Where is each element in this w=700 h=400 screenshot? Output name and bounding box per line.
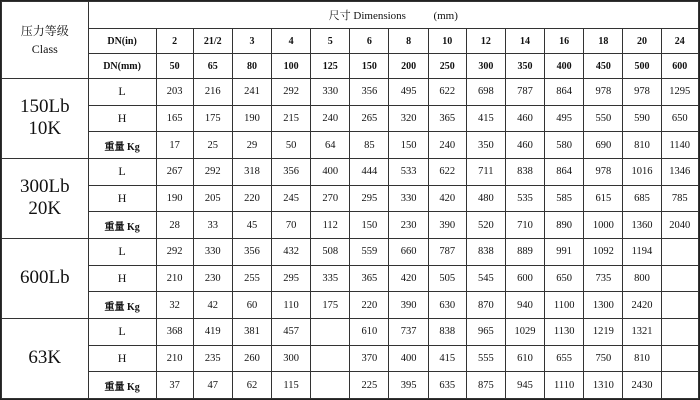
value-cell: 220 bbox=[232, 185, 271, 212]
value-cell: 889 bbox=[505, 238, 544, 265]
value-cell: 50 bbox=[272, 132, 311, 159]
pressure-class-label: 63K bbox=[28, 347, 62, 369]
dn-mm-cell: 250 bbox=[428, 54, 466, 79]
param-label-weight: 重量 Kg bbox=[88, 212, 156, 239]
value-cell: 508 bbox=[311, 238, 350, 265]
value-cell: 300 bbox=[272, 345, 311, 372]
value-cell: 838 bbox=[466, 238, 505, 265]
value-cell: 505 bbox=[428, 265, 466, 292]
value-cell: 230 bbox=[389, 212, 428, 239]
value-cell: 655 bbox=[545, 345, 584, 372]
dn-mm-cell: 200 bbox=[389, 54, 428, 79]
value-cell: 457 bbox=[272, 318, 311, 345]
dn-mm-cell: 80 bbox=[232, 54, 271, 79]
value-cell: 622 bbox=[428, 79, 466, 106]
value-cell: 64 bbox=[311, 132, 350, 159]
pressure-class-label: 600Lb bbox=[19, 267, 70, 289]
value-cell: 1321 bbox=[623, 318, 661, 345]
value-cell: 356 bbox=[272, 158, 311, 185]
value-cell: 978 bbox=[623, 79, 661, 106]
value-cell: 255 bbox=[232, 265, 271, 292]
value-cell: 520 bbox=[466, 212, 505, 239]
value-cell: 370 bbox=[350, 345, 389, 372]
dn-in-cell: 6 bbox=[350, 29, 389, 54]
value-cell: 1029 bbox=[505, 318, 544, 345]
value-cell: 368 bbox=[156, 318, 193, 345]
value-cell: 940 bbox=[505, 292, 544, 319]
value-cell: 320 bbox=[389, 105, 428, 132]
value-cell: 415 bbox=[428, 345, 466, 372]
value-cell: 330 bbox=[193, 238, 232, 265]
value-cell: 292 bbox=[193, 158, 232, 185]
value-cell: 533 bbox=[389, 158, 428, 185]
dimensions-table bbox=[1, 1, 699, 399]
dn-mm-row bbox=[2, 54, 699, 79]
value-cell: 590 bbox=[623, 105, 661, 132]
value-cell: 460 bbox=[505, 105, 544, 132]
value-cell: 60 bbox=[232, 292, 271, 319]
value-cell: 356 bbox=[232, 238, 271, 265]
value-cell: 292 bbox=[272, 79, 311, 106]
value-cell: 1100 bbox=[545, 292, 584, 319]
dn-in-cell: 16 bbox=[545, 29, 584, 54]
value-cell: 978 bbox=[584, 79, 623, 106]
table-row bbox=[2, 345, 699, 372]
value-cell: 203 bbox=[156, 79, 193, 106]
dn-in-cell: 20 bbox=[623, 29, 661, 54]
value-cell: 1140 bbox=[661, 132, 698, 159]
value-cell: 390 bbox=[428, 212, 466, 239]
dn-in-cell: 4 bbox=[272, 29, 311, 54]
value-cell: 711 bbox=[466, 158, 505, 185]
value-cell: 1130 bbox=[545, 318, 584, 345]
dn-mm-label: DN(mm) bbox=[88, 54, 156, 79]
value-cell: 175 bbox=[193, 105, 232, 132]
value-cell: 1346 bbox=[661, 158, 698, 185]
dn-in-cell: 5 bbox=[311, 29, 350, 54]
value-cell: 28 bbox=[156, 212, 193, 239]
value-cell: 650 bbox=[545, 265, 584, 292]
value-cell: 33 bbox=[193, 212, 232, 239]
value-cell: 480 bbox=[466, 185, 505, 212]
value-cell: 29 bbox=[232, 132, 271, 159]
value-cell: 330 bbox=[389, 185, 428, 212]
class-label-en: Class bbox=[31, 42, 58, 56]
value-cell: 190 bbox=[156, 185, 193, 212]
value-cell: 1295 bbox=[661, 79, 698, 106]
param-label-weight: 重量 Kg bbox=[88, 292, 156, 319]
value-cell: 245 bbox=[272, 185, 311, 212]
value-cell: 210 bbox=[156, 345, 193, 372]
value-cell: 978 bbox=[584, 158, 623, 185]
param-label-length: L bbox=[88, 158, 156, 185]
param-label-length: L bbox=[88, 318, 156, 345]
value-cell: 585 bbox=[545, 185, 584, 212]
value-cell: 420 bbox=[389, 265, 428, 292]
value-cell: 685 bbox=[623, 185, 661, 212]
pressure-class-cell bbox=[2, 158, 89, 238]
value-cell: 25 bbox=[193, 132, 232, 159]
value-cell: 991 bbox=[545, 238, 584, 265]
pressure-class-label: 300Lb bbox=[19, 176, 70, 198]
value-cell: 62 bbox=[232, 372, 271, 399]
value-cell: 190 bbox=[232, 105, 271, 132]
value-cell: 205 bbox=[193, 185, 232, 212]
dn-in-cell: 8 bbox=[389, 29, 428, 54]
value-cell: 390 bbox=[389, 292, 428, 319]
value-cell: 495 bbox=[545, 105, 584, 132]
dn-in-cell: 12 bbox=[466, 29, 505, 54]
value-cell: 875 bbox=[466, 372, 505, 399]
value-cell: 2420 bbox=[623, 292, 661, 319]
value-cell: 432 bbox=[272, 238, 311, 265]
dn-mm-cell: 600 bbox=[661, 54, 698, 79]
dn-in-label: DN(in) bbox=[88, 29, 156, 54]
value-cell: 965 bbox=[466, 318, 505, 345]
value-cell: 600 bbox=[505, 265, 544, 292]
value-cell: 415 bbox=[466, 105, 505, 132]
value-cell: 395 bbox=[389, 372, 428, 399]
param-label-length: L bbox=[88, 238, 156, 265]
value-cell bbox=[661, 292, 698, 319]
pressure-class-label: 10K bbox=[28, 118, 62, 140]
dimensions-title: 尺寸 Dimensions (mm) bbox=[88, 2, 698, 29]
value-cell: 785 bbox=[661, 185, 698, 212]
value-cell: 610 bbox=[350, 318, 389, 345]
dn-in-cell: 21/2 bbox=[193, 29, 232, 54]
value-cell: 698 bbox=[466, 79, 505, 106]
value-cell: 295 bbox=[350, 185, 389, 212]
value-cell: 1016 bbox=[623, 158, 661, 185]
value-cell: 235 bbox=[193, 345, 232, 372]
table-row bbox=[2, 372, 699, 399]
value-cell: 165 bbox=[156, 105, 193, 132]
class-label-cn: 压力等级 bbox=[20, 24, 69, 38]
value-cell: 870 bbox=[466, 292, 505, 319]
value-cell: 622 bbox=[428, 158, 466, 185]
pressure-class-cell bbox=[2, 79, 89, 159]
value-cell: 800 bbox=[623, 265, 661, 292]
param-label-height: H bbox=[88, 185, 156, 212]
table-row bbox=[2, 238, 699, 265]
value-cell: 1092 bbox=[584, 238, 623, 265]
value-cell: 47 bbox=[193, 372, 232, 399]
table-row bbox=[2, 158, 699, 185]
value-cell: 945 bbox=[505, 372, 544, 399]
dn-mm-cell: 300 bbox=[466, 54, 505, 79]
dn-in-cell: 2 bbox=[156, 29, 193, 54]
value-cell: 400 bbox=[311, 158, 350, 185]
param-label-height: H bbox=[88, 345, 156, 372]
value-cell: 838 bbox=[428, 318, 466, 345]
value-cell: 37 bbox=[156, 372, 193, 399]
value-cell: 2430 bbox=[623, 372, 661, 399]
value-cell: 610 bbox=[505, 345, 544, 372]
dn-mm-cell: 350 bbox=[505, 54, 544, 79]
value-cell: 1194 bbox=[623, 238, 661, 265]
value-cell: 495 bbox=[389, 79, 428, 106]
value-cell: 267 bbox=[156, 158, 193, 185]
table-row bbox=[2, 105, 699, 132]
dn-mm-cell: 65 bbox=[193, 54, 232, 79]
value-cell: 635 bbox=[428, 372, 466, 399]
value-cell: 710 bbox=[505, 212, 544, 239]
value-cell: 660 bbox=[389, 238, 428, 265]
dn-mm-cell: 150 bbox=[350, 54, 389, 79]
value-cell: 419 bbox=[193, 318, 232, 345]
class-header bbox=[2, 2, 89, 79]
param-label-height: H bbox=[88, 105, 156, 132]
table-row bbox=[2, 212, 699, 239]
value-cell: 292 bbox=[156, 238, 193, 265]
value-cell: 1000 bbox=[584, 212, 623, 239]
value-cell: 615 bbox=[584, 185, 623, 212]
value-cell: 45 bbox=[232, 212, 271, 239]
value-cell: 42 bbox=[193, 292, 232, 319]
value-cell: 737 bbox=[389, 318, 428, 345]
param-label-weight: 重量 Kg bbox=[88, 132, 156, 159]
dn-mm-cell: 400 bbox=[545, 54, 584, 79]
value-cell: 810 bbox=[623, 345, 661, 372]
value-cell: 864 bbox=[545, 158, 584, 185]
value-cell: 810 bbox=[623, 132, 661, 159]
dn-mm-cell: 125 bbox=[311, 54, 350, 79]
value-cell: 230 bbox=[193, 265, 232, 292]
dn-in-cell: 14 bbox=[505, 29, 544, 54]
value-cell: 1310 bbox=[584, 372, 623, 399]
dn-in-cell: 24 bbox=[661, 29, 698, 54]
value-cell: 210 bbox=[156, 265, 193, 292]
header-row-title bbox=[2, 2, 699, 29]
value-cell: 444 bbox=[350, 158, 389, 185]
value-cell: 1300 bbox=[584, 292, 623, 319]
value-cell: 240 bbox=[311, 105, 350, 132]
value-cell: 150 bbox=[350, 212, 389, 239]
dn-mm-cell: 50 bbox=[156, 54, 193, 79]
value-cell: 356 bbox=[350, 79, 389, 106]
value-cell: 220 bbox=[350, 292, 389, 319]
pressure-class-cell bbox=[2, 238, 89, 318]
value-cell: 630 bbox=[428, 292, 466, 319]
value-cell: 750 bbox=[584, 345, 623, 372]
table-row bbox=[2, 318, 699, 345]
value-cell: 215 bbox=[272, 105, 311, 132]
value-cell: 241 bbox=[232, 79, 271, 106]
dn-mm-cell: 500 bbox=[623, 54, 661, 79]
value-cell: 318 bbox=[232, 158, 271, 185]
value-cell: 550 bbox=[584, 105, 623, 132]
pressure-class-label: 150Lb bbox=[19, 96, 70, 118]
value-cell: 17 bbox=[156, 132, 193, 159]
dn-mm-cell: 450 bbox=[584, 54, 623, 79]
value-cell: 112 bbox=[311, 212, 350, 239]
value-cell: 400 bbox=[389, 345, 428, 372]
value-cell: 460 bbox=[505, 132, 544, 159]
dn-in-cell: 18 bbox=[584, 29, 623, 54]
value-cell bbox=[311, 372, 350, 399]
value-cell: 225 bbox=[350, 372, 389, 399]
value-cell bbox=[661, 318, 698, 345]
value-cell: 545 bbox=[466, 265, 505, 292]
value-cell bbox=[311, 318, 350, 345]
value-cell: 270 bbox=[311, 185, 350, 212]
value-cell: 70 bbox=[272, 212, 311, 239]
value-cell: 216 bbox=[193, 79, 232, 106]
value-cell: 1219 bbox=[584, 318, 623, 345]
value-cell bbox=[661, 372, 698, 399]
value-cell: 787 bbox=[505, 79, 544, 106]
value-cell: 85 bbox=[350, 132, 389, 159]
value-cell: 350 bbox=[466, 132, 505, 159]
table-row bbox=[2, 185, 699, 212]
value-cell: 2040 bbox=[661, 212, 698, 239]
value-cell: 787 bbox=[428, 238, 466, 265]
value-cell: 150 bbox=[389, 132, 428, 159]
value-cell: 864 bbox=[545, 79, 584, 106]
value-cell: 115 bbox=[272, 372, 311, 399]
value-cell: 838 bbox=[505, 158, 544, 185]
value-cell: 535 bbox=[505, 185, 544, 212]
value-cell: 580 bbox=[545, 132, 584, 159]
value-cell: 365 bbox=[428, 105, 466, 132]
value-cell: 559 bbox=[350, 238, 389, 265]
table-row bbox=[2, 132, 699, 159]
param-label-weight: 重量 Kg bbox=[88, 372, 156, 399]
value-cell bbox=[661, 265, 698, 292]
param-label-height: H bbox=[88, 265, 156, 292]
dn-mm-cell: 100 bbox=[272, 54, 311, 79]
value-cell: 335 bbox=[311, 265, 350, 292]
dn-in-row bbox=[2, 29, 699, 54]
value-cell: 1360 bbox=[623, 212, 661, 239]
value-cell: 240 bbox=[428, 132, 466, 159]
value-cell: 735 bbox=[584, 265, 623, 292]
pressure-class-label: 20K bbox=[28, 198, 62, 220]
value-cell: 330 bbox=[311, 79, 350, 106]
table-row bbox=[2, 265, 699, 292]
value-cell: 1110 bbox=[545, 372, 584, 399]
value-cell: 32 bbox=[156, 292, 193, 319]
pressure-class-cell bbox=[2, 318, 89, 398]
value-cell: 650 bbox=[661, 105, 698, 132]
value-cell: 365 bbox=[350, 265, 389, 292]
value-cell bbox=[661, 345, 698, 372]
value-cell: 265 bbox=[350, 105, 389, 132]
value-cell: 555 bbox=[466, 345, 505, 372]
dn-in-cell: 10 bbox=[428, 29, 466, 54]
value-cell: 381 bbox=[232, 318, 271, 345]
value-cell bbox=[311, 345, 350, 372]
value-cell: 260 bbox=[232, 345, 271, 372]
table-row bbox=[2, 292, 699, 319]
value-cell: 295 bbox=[272, 265, 311, 292]
value-cell: 175 bbox=[311, 292, 350, 319]
param-label-length: L bbox=[88, 79, 156, 106]
value-cell: 420 bbox=[428, 185, 466, 212]
value-cell bbox=[661, 238, 698, 265]
table-row bbox=[2, 79, 699, 106]
value-cell: 110 bbox=[272, 292, 311, 319]
dn-in-cell: 3 bbox=[232, 29, 271, 54]
value-cell: 690 bbox=[584, 132, 623, 159]
value-cell: 890 bbox=[545, 212, 584, 239]
table-body bbox=[2, 79, 699, 399]
